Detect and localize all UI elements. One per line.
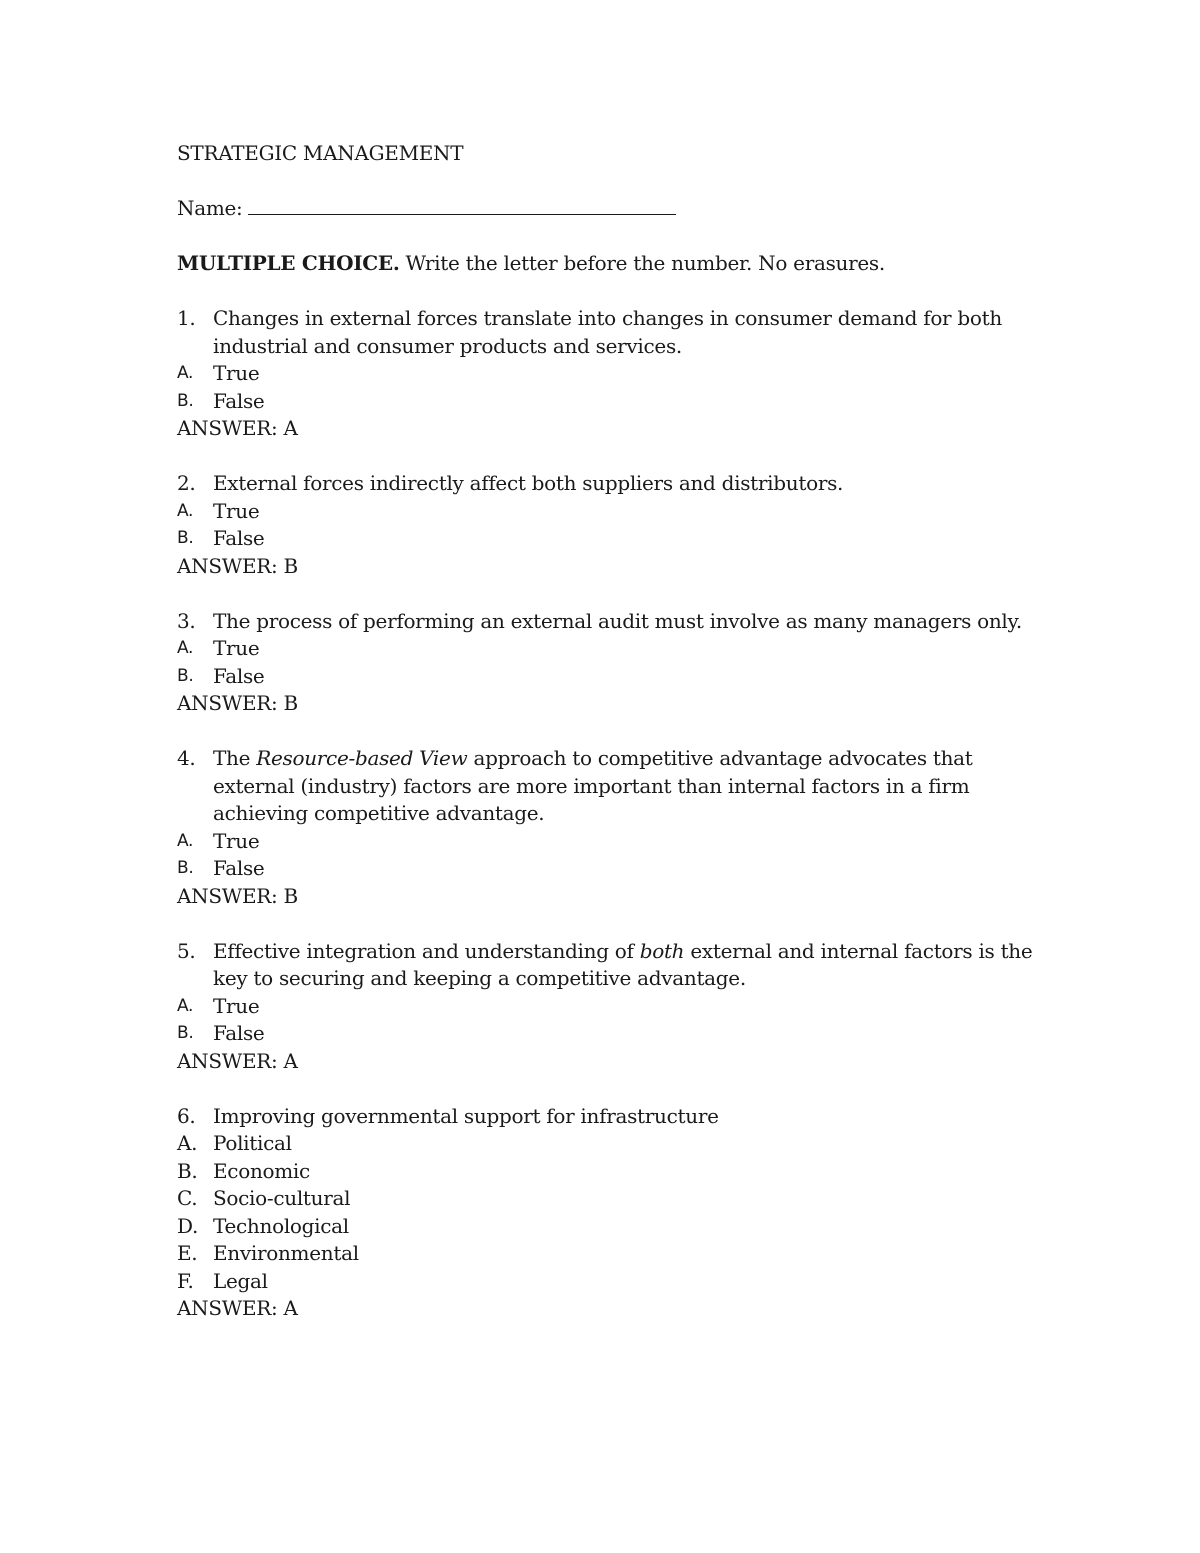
option-a [177,993,1057,1021]
question-number: 6. [177,1103,196,1128]
question-text: The process of performing an external audit must involve as many managers only. [213,608,1022,633]
option-b [177,1158,1057,1186]
option-label: False [213,1021,265,1045]
answer-key: ANSWER: B [177,553,298,578]
question-text [213,745,1057,828]
question-6 [177,1103,1057,1323]
option-label: True [213,498,260,523]
option-letter: B. [177,665,194,686]
option-label: Environmental [213,1241,359,1265]
question-text-start: Effective integration and understanding of [213,938,640,963]
option-letter: F. [177,1268,194,1293]
option-letter: B. [177,858,194,878]
option-label: Political [213,1131,292,1155]
instructions [177,250,1057,278]
option-c [177,1185,1057,1213]
option-letter: B. [177,528,194,548]
option-label: False [213,856,265,880]
option-letter: E. [177,1241,198,1265]
option-label: Technological [213,1213,349,1238]
question-text-start: The [213,746,257,770]
option-letter: D. [177,1213,199,1238]
question-text-italic: Resource-based View [256,746,468,770]
document-title: STRATEGIC MANAGEMENT [177,141,464,165]
name-blank-line [248,196,676,215]
option-d [177,1213,1057,1241]
option-letter: A. [177,500,194,521]
option-label: False [213,388,265,413]
option-letter: B. [177,1158,198,1183]
instructions-text: Write the letter before the number. No erasures. [405,251,885,275]
option-label: False [213,663,265,688]
question-text-end: external and internal factors is the key to securing and keeping a competitive advantage. [213,938,1033,990]
option-a [177,1130,1057,1158]
question-number: 2. [177,471,196,495]
question-text: Changes in external forces translate into changes in consumer demand for both industrial and consumer products and services. [213,306,1002,358]
answer-key: ANSWER: A [177,416,298,440]
option-f [177,1268,1057,1296]
option-b [177,1020,1057,1048]
option-b [177,388,1057,416]
instructions-heading: MULTIPLE CHOICE. [177,251,400,275]
option-b [177,525,1057,553]
question-4 [177,745,1057,910]
question-number: 3. [177,608,196,633]
question-text-italic: both [639,938,685,963]
question-text [213,938,1057,993]
option-letter: A. [177,830,194,851]
answer-key: ANSWER: A [177,1048,298,1073]
name-label: Name: [177,196,243,220]
answer-key: ANSWER: B [177,883,298,908]
question-2 [177,470,1057,580]
question-1 [177,305,1057,443]
option-a [177,360,1057,388]
question-text: Improving governmental support for infrastructure [213,1103,719,1128]
option-label: True [213,361,260,385]
option-b [177,855,1057,883]
document-page [177,140,1057,1323]
question-5 [177,938,1057,1076]
option-label: True [213,828,260,853]
option-label: True [213,993,260,1018]
option-label: False [213,526,265,550]
option-letter: A. [177,363,194,383]
option-label: Legal [213,1268,268,1293]
option-e [177,1240,1057,1268]
question-text-end: approach to competitive advantage advocates that external (industry) factors are more important than internal factors in a firm achieving competitive advantage. [213,746,973,825]
option-letter: B. [177,390,194,411]
option-letter: A. [177,995,194,1016]
option-letter: C. [177,1186,198,1210]
question-text: External forces indirectly affect both suppliers and distributors. [213,471,844,495]
question-number: 4. [177,746,196,770]
option-b [177,663,1057,691]
option-label: True [213,636,260,660]
option-a [177,635,1057,663]
question-3 [177,608,1057,718]
name-field [177,195,1057,223]
option-a [177,828,1057,856]
question-number: 5. [177,938,196,963]
option-letter: A. [177,1131,198,1155]
option-letter: B. [177,1023,194,1043]
question-number: 1. [177,306,196,330]
option-label: Economic [213,1158,310,1183]
option-a [177,498,1057,526]
option-label: Socio-cultural [213,1186,351,1210]
answer-key: ANSWER: B [177,691,298,715]
answer-key: ANSWER: A [177,1296,298,1320]
option-letter: A. [177,638,194,658]
